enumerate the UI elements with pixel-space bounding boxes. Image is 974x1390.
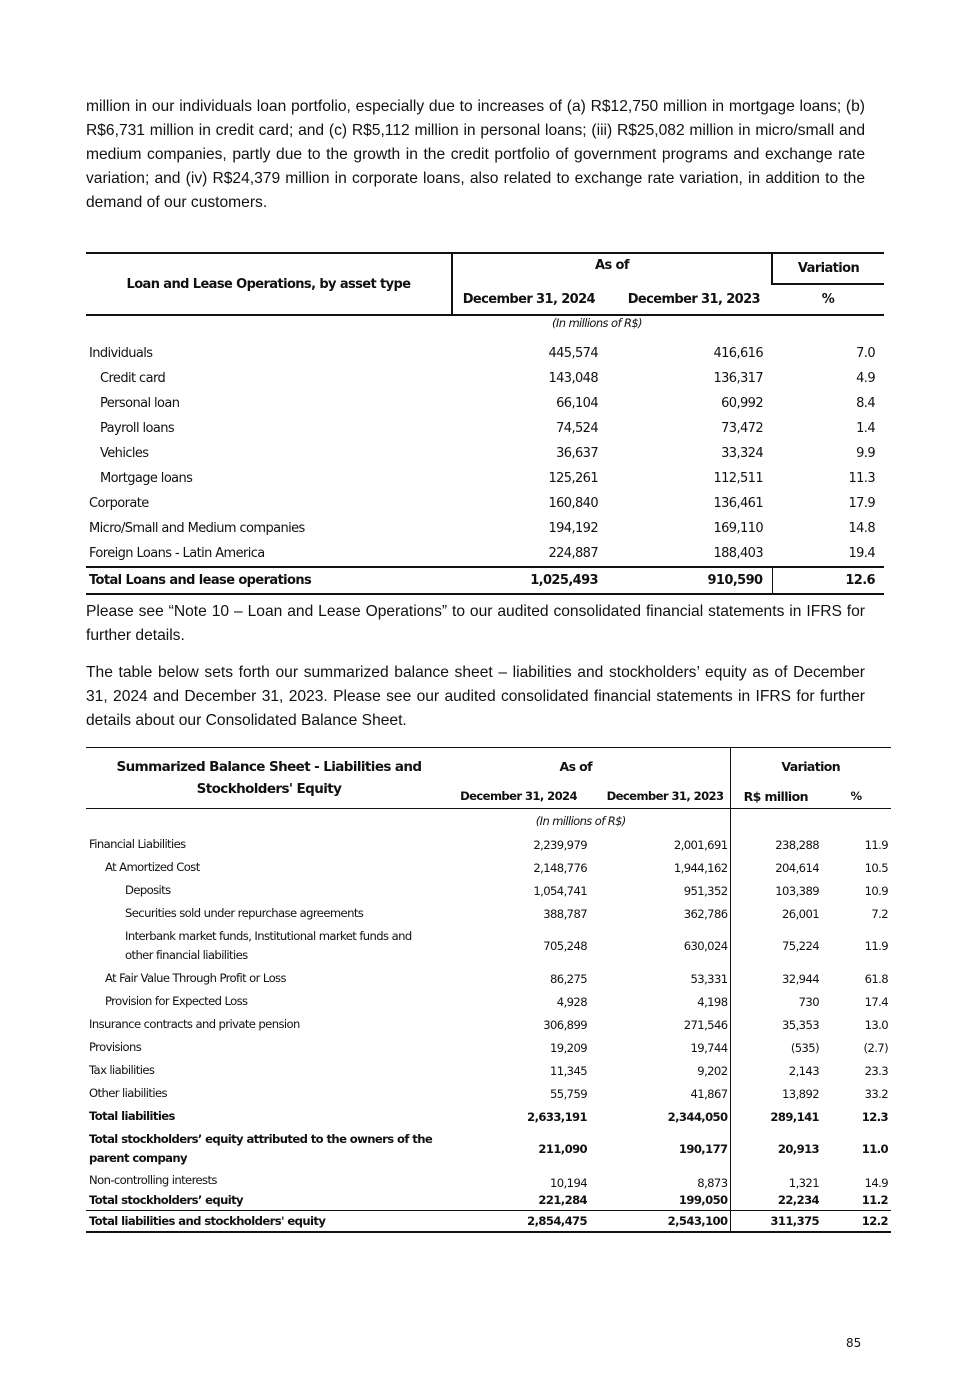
balance-row-v2023: 2,001,691	[673, 837, 728, 852]
balance-row-v2023: 362,786	[683, 906, 728, 921]
loan-as-of-header: As of	[452, 253, 772, 284]
balance-row-pct: 10.5	[864, 860, 888, 875]
loan-table-row	[86, 491, 884, 516]
balance-row-v2024: 10,194	[550, 1176, 587, 1190]
balance-row-v2024: 211,090	[538, 1142, 587, 1156]
balance-row-v2024: 1,054,741	[533, 883, 587, 898]
balance-row-rs: 103,389	[730, 879, 821, 902]
balance-row-rs: 32,944	[730, 967, 821, 990]
balance-row-pct: 13.0	[864, 1017, 888, 1032]
balance-table-row	[86, 990, 891, 1013]
balance-row-label: Tax liabilities	[89, 1063, 155, 1077]
balance-row-pct: 7.2	[871, 906, 888, 921]
balance-row-pct: 12.3	[861, 1109, 888, 1124]
balance-row-label: Total liabilities and stockholders' equity	[86, 1211, 452, 1233]
balance-row-v2023: 630,024	[683, 939, 728, 953]
balance-row-v2024: 2,633,191	[527, 1109, 587, 1124]
balance-row-label: Financial Liabilities	[89, 837, 186, 851]
loan-row-label: Corporate	[89, 496, 149, 511]
loan-row-2023: 136,461	[713, 496, 763, 511]
balance-row-v2024: 306,899	[543, 1017, 587, 1032]
loan-row-2023: 188,403	[607, 541, 772, 567]
loan-row-label: Individuals	[89, 346, 153, 361]
balance-row-v2023: 19,744	[690, 1040, 728, 1055]
balance-as-of-header: As of	[452, 748, 730, 785]
loan-table-row	[86, 416, 884, 441]
balance-table-row	[86, 856, 891, 879]
loan-row-2023: 73,472	[721, 421, 763, 436]
balance-row-rs: 75,224	[730, 925, 821, 967]
balance-table-row	[86, 1190, 891, 1211]
loan-row-pct: 19.4	[772, 541, 884, 567]
loan-row-pct: 9.9	[856, 446, 875, 461]
balance-row-rs: 238,288	[730, 833, 821, 856]
note-paragraph: Please see “Note 10 – Loan and Lease Operations” to our audited consolidated financial statements in IFRS for further details.	[86, 603, 865, 644]
balance-row-v2024: 2,854,475	[452, 1211, 589, 1233]
balance-row-v2024: 86,275	[550, 971, 587, 986]
balance-row-label: Total stockholders’ equity attributed to the owners of the parent company	[89, 1132, 433, 1165]
balance-row-v2024: 11,345	[550, 1063, 587, 1078]
loan-row-2023: 112,511	[713, 471, 763, 486]
balance-row-rs: 20,913	[730, 1128, 821, 1170]
loan-row-pct: 11.3	[848, 471, 875, 486]
balance-row-rs: 311,375	[730, 1211, 821, 1233]
balance-table-title: Summarized Balance Sheet - Liabilities and Stockholders' Equity	[86, 748, 452, 809]
loan-row-2024: 74,524	[556, 421, 598, 436]
balance-row-rs: 2,143	[730, 1059, 821, 1082]
balance-intro-paragraph: The table below sets forth our summarized balance sheet – liabilities and stockholders’ equity as of December 31, 2024 and December 31, 2023. Please see our audited consolidated financial statements in IFRS for further details about our Consolidated Balance Sheet.	[86, 664, 865, 729]
loan-units-note: (In millions of R$)	[552, 316, 642, 330]
balance-row-rs: 289,141	[730, 1105, 821, 1128]
balance-table-row	[86, 967, 891, 990]
balance-table-row	[86, 1059, 891, 1082]
loan-row-2024: 36,637	[556, 446, 598, 461]
loan-lease-table	[86, 252, 884, 595]
loan-row-2024: 194,192	[548, 521, 598, 536]
balance-row-label: Interbank market funds, Institutional market funds and other financial liabilities	[125, 929, 412, 962]
balance-table-row	[86, 1170, 891, 1190]
loan-table-row	[86, 341, 884, 366]
loan-table-row	[86, 391, 884, 416]
balance-row-v2024: 4,928	[556, 994, 587, 1009]
balance-row-v2023: 8,873	[697, 1176, 728, 1190]
balance-row-label: At Fair Value Through Profit or Loss	[105, 971, 286, 985]
balance-row-v2023: 41,867	[690, 1086, 728, 1101]
balance-row-v2024: 19,209	[550, 1040, 587, 1055]
loan-row-label: Personal loan	[100, 396, 180, 411]
balance-row-v2023: 2,543,100	[589, 1211, 730, 1233]
loan-row-label: Total Loans and lease operations	[86, 567, 452, 594]
balance-row-pct: 23.3	[864, 1063, 888, 1078]
balance-row-label: Other liabilities	[89, 1086, 167, 1100]
balance-row-rs: 22,234	[730, 1190, 821, 1211]
balance-col-2023: December 31, 2023	[589, 784, 730, 809]
loan-row-2023: 33,324	[721, 446, 763, 461]
balance-row-label: Non-controlling interests	[89, 1173, 217, 1187]
loan-row-pct: 8.4	[856, 396, 875, 411]
loan-table-row	[86, 466, 884, 491]
balance-col-rs: R$ million	[730, 784, 821, 809]
balance-row-v2024: 55,759	[550, 1086, 587, 1101]
balance-row-label: Provisions	[89, 1040, 142, 1054]
balance-table-row	[86, 1211, 891, 1233]
loan-table-row	[86, 366, 884, 391]
loan-row-label: Payroll loans	[100, 421, 175, 436]
loan-row-label: Micro/Small and Medium companies	[89, 521, 305, 536]
balance-row-rs: (535)	[730, 1036, 821, 1059]
balance-row-label: Total stockholders’ equity	[86, 1190, 452, 1211]
loan-row-2023: 416,616	[713, 346, 763, 361]
balance-row-pct: 12.2	[821, 1211, 891, 1233]
loan-row-label: Foreign Loans - Latin America	[86, 541, 452, 567]
page-number: 85	[846, 1336, 862, 1350]
balance-row-v2024: 388,787	[543, 906, 587, 921]
balance-row-label: Deposits	[125, 883, 171, 897]
loan-row-2023: 136,317	[713, 371, 763, 386]
balance-col-pct: %	[821, 784, 891, 809]
balance-table-row	[86, 1105, 891, 1128]
balance-table-row	[86, 1082, 891, 1105]
balance-row-v2024: 2,148,776	[533, 860, 587, 875]
balance-row-label: Total liabilities	[89, 1109, 175, 1123]
loan-table-row	[86, 441, 884, 466]
loan-col-pct: %	[772, 284, 884, 315]
balance-table-row	[86, 1036, 891, 1059]
loan-row-2023: 169,110	[713, 521, 763, 536]
loan-variation-header: Variation	[772, 253, 884, 284]
balance-col-2024: December 31, 2024	[452, 784, 589, 809]
loan-row-pct: 12.6	[772, 567, 884, 594]
balance-row-label: Securities sold under repurchase agreements	[125, 906, 364, 920]
balance-row-v2024: 221,284	[452, 1190, 589, 1211]
loan-row-2024: 1,025,493	[452, 567, 607, 594]
balance-row-rs: 26,001	[730, 902, 821, 925]
balance-units-note: (In millions of R$)	[535, 814, 626, 828]
balance-table-row	[86, 833, 891, 856]
balance-row-rs: 35,353	[730, 1013, 821, 1036]
loan-row-2024: 445,574	[548, 346, 598, 361]
loan-col-2024: December 31, 2024	[452, 284, 607, 315]
balance-row-pct: 61.8	[864, 971, 888, 986]
balance-row-pct: (2.7)	[863, 1040, 888, 1055]
balance-row-v2023: 199,050	[589, 1190, 730, 1211]
balance-row-label: Provision for Expected Loss	[105, 994, 248, 1008]
loan-row-2024: 66,104	[556, 396, 598, 411]
balance-row-v2023: 9,202	[697, 1063, 728, 1078]
loan-table-title: Loan and Lease Operations, by asset type	[86, 253, 452, 315]
balance-row-pct: 10.9	[864, 883, 888, 898]
loan-table-row	[86, 541, 884, 567]
balance-table-row	[86, 1013, 891, 1036]
loan-row-label: Vehicles	[100, 446, 149, 461]
loan-row-pct: 7.0	[856, 346, 875, 361]
balance-row-v2023: 53,331	[690, 971, 728, 986]
balance-row-v2024: 2,239,979	[533, 837, 587, 852]
balance-row-label: At Amortized Cost	[105, 860, 200, 874]
balance-variation-header: Variation	[730, 748, 891, 785]
balance-row-pct: 11.0	[861, 1142, 888, 1156]
balance-row-v2023: 1,944,162	[673, 860, 728, 875]
loan-row-2024: 224,887	[452, 541, 607, 567]
balance-row-pct: 33.2	[864, 1086, 888, 1101]
balance-row-label: Insurance contracts and private pension	[89, 1017, 300, 1031]
balance-row-v2023: 951,352	[683, 883, 728, 898]
loan-row-2024: 160,840	[548, 496, 598, 511]
balance-sheet-table	[86, 747, 891, 1233]
loan-table-row	[86, 516, 884, 541]
balance-table-row	[86, 925, 891, 967]
loan-row-label: Mortgage loans	[100, 471, 193, 486]
balance-row-pct: 11.9	[864, 837, 888, 852]
balance-table-row	[86, 879, 891, 902]
balance-row-rs: 13,892	[730, 1082, 821, 1105]
balance-row-pct: 11.2	[821, 1190, 891, 1211]
balance-row-rs: 730	[730, 990, 821, 1013]
loan-col-2023: December 31, 2023	[607, 284, 772, 315]
balance-row-rs: 204,614	[730, 856, 821, 879]
balance-row-pct: 11.9	[864, 939, 888, 953]
loan-row-2023: 910,590	[607, 567, 772, 594]
balance-table-row	[86, 902, 891, 925]
loan-row-label: Credit card	[100, 371, 166, 386]
loan-row-pct: 4.9	[856, 371, 875, 386]
balance-row-v2023: 2,344,050	[667, 1109, 728, 1124]
loan-row-pct: 17.9	[848, 496, 875, 511]
balance-table-row	[86, 1128, 891, 1170]
balance-row-pct: 17.4	[864, 994, 888, 1009]
loan-table-row	[86, 567, 884, 594]
loan-row-pct: 1.4	[856, 421, 875, 436]
loan-row-2024: 143,048	[548, 371, 598, 386]
balance-row-pct: 14.9	[864, 1176, 888, 1190]
balance-row-rs: 1,321	[730, 1170, 821, 1190]
loan-row-2024: 125,261	[548, 471, 598, 486]
balance-row-v2023: 4,198	[697, 994, 728, 1009]
balance-row-v2024: 705,248	[543, 939, 587, 953]
intro-paragraph: million in our individuals loan portfolio, especially due to increases of (a) R$12,750 million in mortgage loans; (b) R$6,731 million in credit card; and (c) R$5,112 million in personal loans; (iii) R$25,082 million in micro/small and medium companies, partly due to the growth in the credit portfolio of government programs and exchange rate variation; and (iv) R$24,379 million in corporate loans, also related to exchange rate variation, in addition to the demand of our customers.	[86, 98, 865, 211]
balance-row-v2023: 190,177	[678, 1142, 728, 1156]
loan-row-pct: 14.8	[848, 521, 875, 536]
balance-row-v2023: 271,546	[683, 1017, 728, 1032]
loan-row-2023: 60,992	[721, 396, 763, 411]
